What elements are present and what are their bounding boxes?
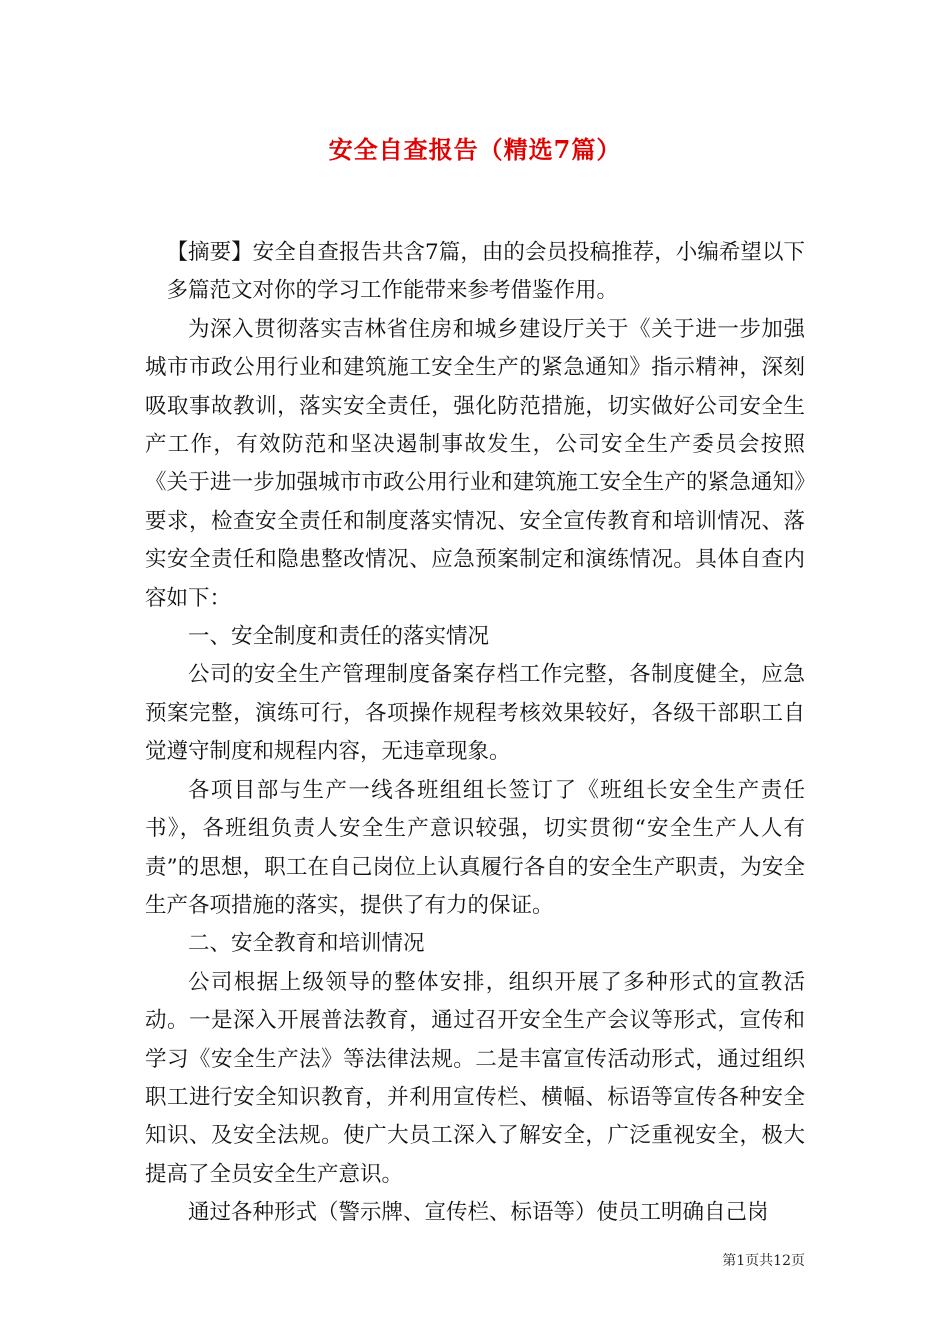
- page-number: 第1页共12页: [722, 1253, 805, 1269]
- document-body: [145, 234, 805, 1233]
- paragraph: 通过各种形式（警示牌、宣传栏、标语等）使员工明确自己岗: [188, 1200, 769, 1226]
- paragraph: 公司的安全生产管理制度备案存档工作完整，各制度健全，应急预案完整，演练可行，各项操作规程考核效果较好，各级干部职工自觉遵守制度和规程内容，无违章现象。: [145, 662, 805, 765]
- section-heading: 一、安全制度和责任的落实情况: [188, 624, 490, 650]
- document-title: 安全自查报告（精选7篇）: [328, 135, 622, 164]
- abstract-paragraph: 【摘要】安全自查报告共含7篇，由的会员投稿推荐，小编希望以下多篇范文对你的学习工作能带来参考借鉴作用。: [166, 240, 805, 304]
- section-heading: 二、安全教育和培训情况: [188, 931, 425, 957]
- paragraph: 公司根据上级领导的整体安排，组织开展了多种形式的宣教活动。一是深入开展普法教育，通过召开安全生产会议等形式，宣传和学习《安全生产法》等法律法规。二是丰富宣传活动形式，通过组织职工进行安全知识教育，并利用宣传栏、横幅、标语等宣传各种安全知识、及安全法规。使广大员工深入了解安全，广泛重视安全，极大提高了全员安全生产意识。: [145, 969, 805, 1187]
- paragraph: 各项目部与生产一线各班组组长签订了《班组长安全生产责任书》，各班组负责人安全生产意识较强，切实贯彻“安全生产人人有责”的思想，职工在自己岗位上认真履行各自的安全生产职责，为安全生产各项措施的落实，提供了有力的保证。: [145, 777, 805, 918]
- paragraph: 为深入贯彻落实吉林省住房和城乡建设厅关于《关于进一步加强城市市政公用行业和建筑施工安全生产的紧急通知》指示精神，深刻吸取事故教训，落实安全责任，强化防范措施，切实做好公司安全生产工作，有效防范和坚决遏制事故发生，公司安全生产委员会按照《关于进一步加强城市市政公用行业和建筑施工安全生产的紧急通知》要求，检查安全责任和制度落实情况、安全宣传教育和培训情况、落实安全责任和隐患整改情况、应急预案制定和演练情况。具体自查内容如下：: [145, 316, 805, 611]
